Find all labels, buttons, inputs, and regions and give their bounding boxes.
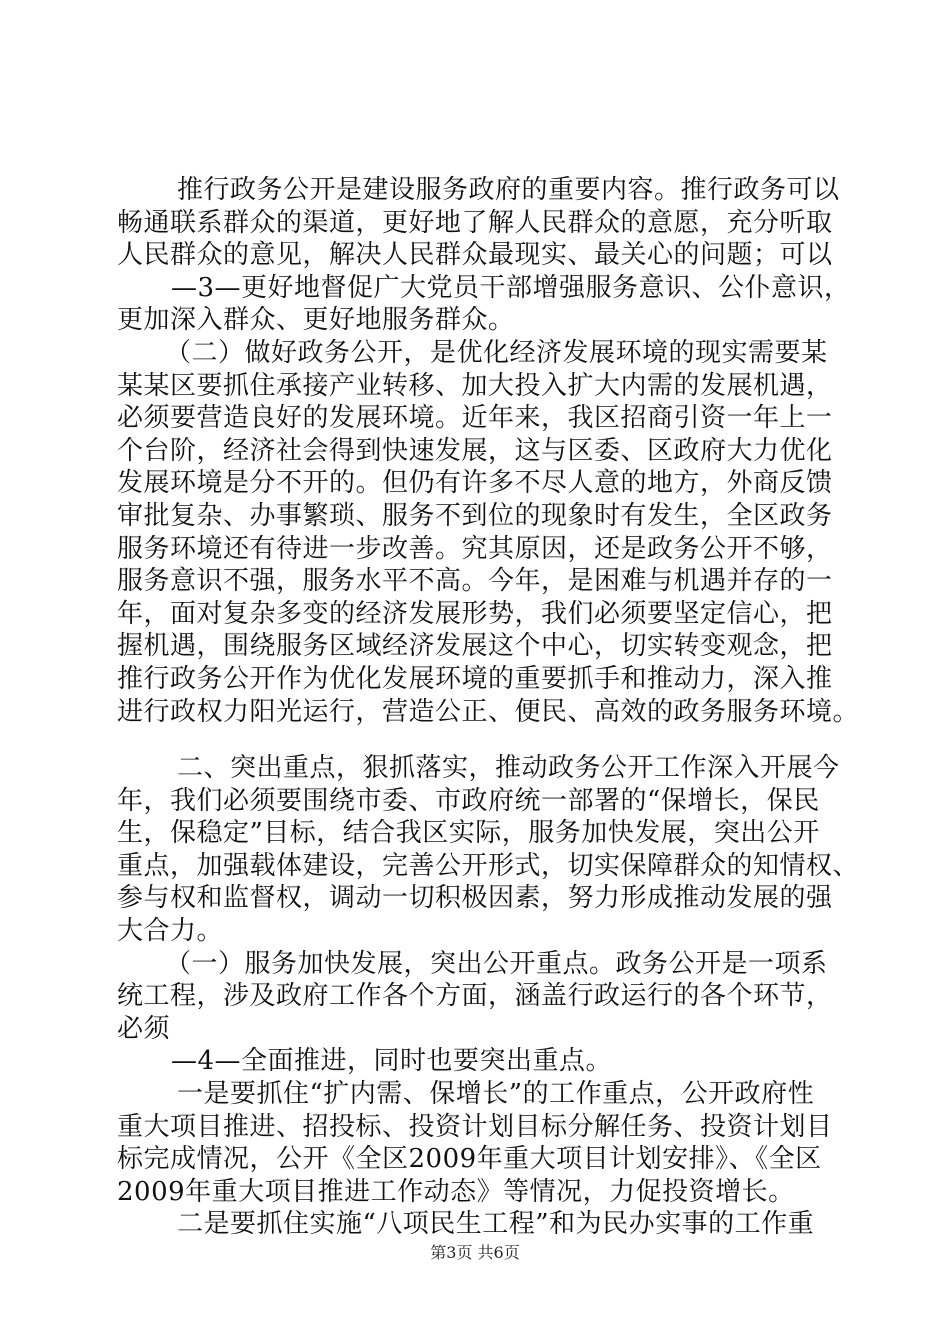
text-line: 年，面对复杂多变的经济发展形势，我们必须要坚定信心，把 — [117, 598, 833, 629]
text-line: 个台阶，经济社会得到快速发展，这与区委、区政府大力优化 — [117, 435, 833, 466]
text-line: 服务意识不强，服务水平不高。今年，是困难与机遇并存的一 — [117, 566, 833, 597]
text-line: 握机遇，围绕服务区域经济发展这个中心，切实转变观念，把 — [117, 631, 833, 662]
paragraph — [117, 1078, 847, 1208]
text-line: 年，我们必须要围绕市委、市政府统一部署的“保增长，保民 — [117, 785, 820, 816]
document-body — [117, 174, 860, 1241]
text-line: 二是要抓住实施“八项民生工程”和为民办实事的工作重 — [177, 1209, 815, 1240]
page-number-label: 第3页 共6页 — [430, 1243, 520, 1262]
text-line: 统工程，涉及政府工作各个方面，涵盖行政运行的各个环节， — [117, 981, 833, 1012]
text-line: 必须要营造良好的发展环境。近年来，我区招商引资一年上一 — [117, 403, 833, 434]
text-line: 必须 — [117, 1013, 171, 1044]
text-line: —3—更好地督促广大党员干部增强服务意识、公仆意识， — [171, 272, 851, 303]
text-line: （一）服务加快发展，突出公开重点。政务公开是一项系 — [165, 948, 828, 979]
text-line: 服务环境还有待进一步改善。究其原因，还是政务公开不够， — [117, 533, 833, 564]
text-line: 一是要抓住“扩内需、保增长”的工作重点，公开政府性 — [177, 1079, 815, 1110]
page-footer — [0, 1240, 950, 1263]
paragraph — [117, 1208, 847, 1241]
text-line: 审批复杂、办事繁琐、服务不到位的现象时有发生，全区政务 — [117, 500, 833, 531]
paragraph — [117, 337, 860, 728]
text-line: 重大项目推进、招投标、投资计划目标分解任务、投资计划目 — [117, 1111, 833, 1142]
text-line: 2009年重大项目推进工作动态》等情况，力促投资增长。 — [117, 1176, 795, 1207]
paragraph-gap — [117, 728, 847, 752]
text-line: （二）做好政务公开，是优化经济发展环境的现实需要某 — [165, 337, 828, 368]
text-line: —4—全面推进，同时也要突出重点。 — [171, 1046, 613, 1077]
paragraph — [117, 174, 851, 337]
text-line: 人民群众的意见，解决人民群众最现实、最关心的问题；可以 — [117, 240, 833, 271]
paragraph — [117, 948, 847, 1078]
text-line: 更加深入群众、更好地服务群众。 — [117, 305, 515, 336]
text-line: 推行政务公开是建设服务政府的重要内容。推行政务可以 — [177, 175, 840, 205]
text-line: 参与权和监督权，调动一切积极因素，努力形成推动发展的强 — [117, 883, 833, 914]
paragraph — [117, 752, 860, 948]
text-line: 大合力。 — [117, 916, 224, 947]
text-line: 发展环境是分不开的。但仍有许多不尽人意的地方，外商反馈 — [117, 468, 833, 499]
text-line: 畅通联系群众的渠道，更好地了解人民群众的意愿，充分听取 — [117, 207, 833, 238]
text-line: 二、突出重点，狠抓落实，推动政务公开工作深入开展今 — [177, 753, 840, 784]
text-line: 推行政务公开作为优化发展环境的重要抓手和推动力，深入推 — [117, 663, 833, 694]
text-line: 生，保稳定”目标，结合我区实际，服务加快发展，突出公开 — [117, 818, 820, 849]
text-line: 标完成情况，公开《全区2009年重大项目计划安排》、《全区 — [117, 1144, 822, 1175]
text-line: 重点，加强载体建设，完善公开形式，切实保障群众的知情权、 — [117, 850, 860, 881]
text-line: 进行政权力阳光运行，营造公正、便民、高效的政务服务环境。 — [117, 696, 860, 727]
text-line: 某某区要抓住承接产业转移、加大投入扩大内需的发展机遇， — [117, 370, 833, 401]
